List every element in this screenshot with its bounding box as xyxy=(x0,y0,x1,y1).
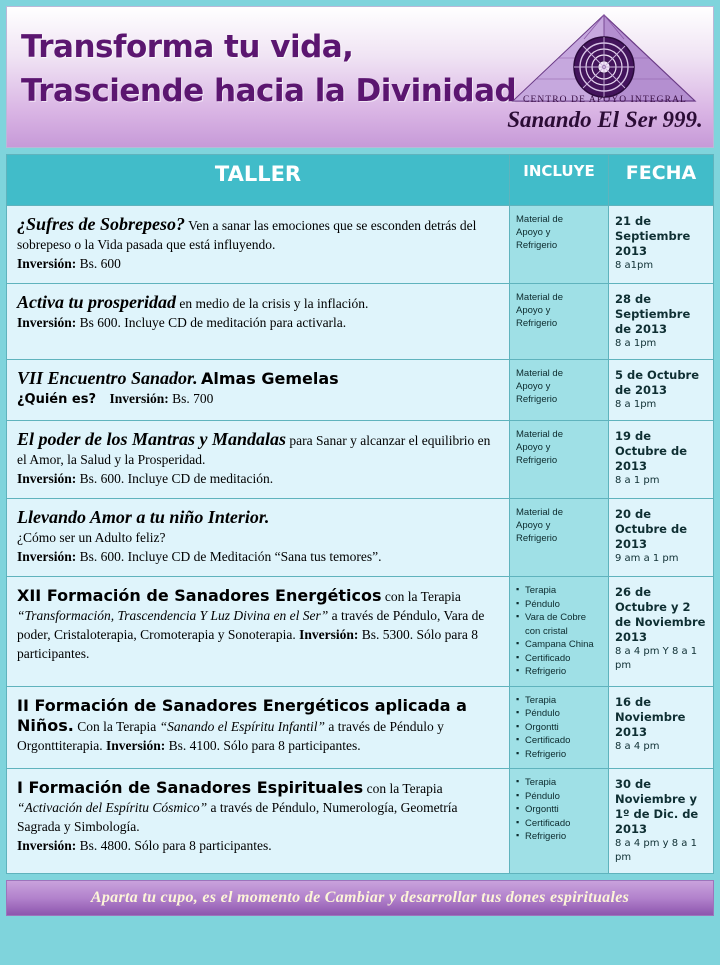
date-value: 16 de Noviembre 2013 xyxy=(615,694,686,739)
time-value: 8 a 4 pm xyxy=(615,740,660,752)
includes-line: Apoyo y xyxy=(516,305,551,316)
table-row xyxy=(7,206,714,284)
workshop-body: con la Terapia xyxy=(366,781,443,796)
workshop-description xyxy=(7,577,510,687)
includes-item: ▪ Certificado xyxy=(516,734,602,748)
includes-item: ▪ Orgontti xyxy=(516,803,602,817)
workshop-includes xyxy=(510,686,609,769)
price-value: Bs. 600. Incluye CD de Meditación “Sana tus temores”. xyxy=(79,549,382,564)
workshop-description xyxy=(7,421,510,499)
date-value: 21 de Septiembre 2013 xyxy=(615,214,691,258)
includes-item: ▪ Terapia xyxy=(516,776,602,790)
table-row xyxy=(7,686,714,769)
workshop-title: Llevando Amor a tu niño Interior. xyxy=(17,507,270,527)
price-label: Inversión: xyxy=(109,391,169,406)
workshop-includes xyxy=(510,769,609,874)
date-value: 26 de Octubre y 2 de Noviembre 2013 xyxy=(615,585,706,644)
includes-line: Material de xyxy=(516,214,563,225)
includes-line: Apoyo y xyxy=(516,227,551,238)
includes-item: ▪ Terapia xyxy=(516,694,602,708)
workshop-title: ¿Sufres de Sobrepeso? xyxy=(17,214,186,234)
workshop-description xyxy=(7,769,510,874)
workshop-title: II Formación de Sanadores Energéticos aplicada a Niños. xyxy=(17,695,467,735)
poster-footer xyxy=(6,880,714,916)
workshop-title: VII Encuentro Sanador. xyxy=(17,368,198,388)
includes-line: Apoyo y xyxy=(516,381,551,392)
date-value: 5 de Octubre de 2013 xyxy=(615,368,700,397)
column-header-taller: TALLER xyxy=(7,155,510,206)
workshop-body: Con la Terapia xyxy=(77,718,157,734)
includes-item: ▪ Refrigerio xyxy=(516,748,602,762)
includes-item: ▪ Refrigerio xyxy=(516,830,602,844)
date-value: 19 de Octubre de 2013 xyxy=(615,429,688,473)
logo-main-text: Sanando El Ser 999. xyxy=(507,107,703,132)
workshop-description xyxy=(7,284,510,360)
price-value: Bs. 4800. Sólo para 8 participantes. xyxy=(79,838,272,853)
workshop-date xyxy=(609,284,714,360)
includes-line: Material de xyxy=(516,429,563,440)
workshop-date xyxy=(609,499,714,577)
price-label: Inversión: xyxy=(17,471,77,486)
workshop-subtitle: Almas Gemelas xyxy=(200,369,339,388)
column-header-fecha: FECHA xyxy=(609,155,714,206)
workshop-date xyxy=(609,206,714,284)
workshop-body: para Sanar y alcanzar el equilibrio en el Amor, la Salud y la Prosperidad. xyxy=(17,433,491,467)
price-label: Inversión: xyxy=(299,627,359,642)
workshop-date xyxy=(609,577,714,687)
includes-list xyxy=(516,776,602,844)
table-row xyxy=(7,769,714,874)
price-label: Inversión: xyxy=(17,256,77,271)
includes-item: ▪ Certificado xyxy=(516,817,602,831)
table-header-row xyxy=(7,155,714,206)
includes-item: ▪ Péndulo xyxy=(516,598,602,612)
workshop-description xyxy=(7,686,510,769)
workshop-includes xyxy=(510,499,609,577)
table-row xyxy=(7,284,714,360)
date-value: 20 de Octubre de 2013 xyxy=(615,507,688,551)
date-value: 30 de Noviembre y 1º de Dic. de 2013 xyxy=(615,777,699,836)
time-value: 8 a 4 pm Y 8 a 1 pm xyxy=(615,646,698,671)
includes-item: ▪ Campana China xyxy=(516,638,602,652)
time-value: 8 a 1 pm xyxy=(615,475,660,486)
workshop-includes xyxy=(510,421,609,499)
workshop-body-2: a través de Péndulo, Numerología, Geometría Sagrada y Simbología. xyxy=(17,800,458,834)
price-value: Bs. 4100. Sólo para 8 participantes. xyxy=(168,737,361,753)
table-row xyxy=(7,499,714,577)
time-value: 8 a1pm xyxy=(615,260,654,271)
includes-item: ▪ Refrigerio xyxy=(516,665,602,679)
price-label: Inversión: xyxy=(17,838,77,853)
price-value: Bs. 600 xyxy=(79,256,121,271)
includes-item: ▪ Orgontti xyxy=(516,721,602,735)
workshop-description xyxy=(7,499,510,577)
includes-line: Apoyo y xyxy=(516,442,551,453)
workshop-title: El poder de los Mantras y Mandalas xyxy=(17,429,287,449)
price-label: Inversión: xyxy=(17,549,77,564)
footer-call-to-action: Aparta tu cupo, es el momento de Cambiar y desarrollar tus dones espirituales xyxy=(90,889,630,906)
date-value: 28 de Septiembre de 2013 xyxy=(615,292,691,336)
includes-line: Material de xyxy=(516,507,563,518)
includes-item: ▪ Vara de Cobre con cristal xyxy=(516,611,602,638)
time-value: 8 a 1pm xyxy=(615,399,657,410)
price-label: Inversión: xyxy=(105,737,166,753)
includes-line: Refrigerio xyxy=(516,533,558,544)
includes-list xyxy=(516,694,602,762)
workshop-body-2: a través de Péndulo, Vara de poder, Cristaloterapia, Cromoterapia y Sonoterapia. xyxy=(17,608,485,642)
workshop-includes xyxy=(510,577,609,687)
workshop-date xyxy=(609,686,714,769)
workshop-body: en medio de la crisis y la inflación. xyxy=(179,296,369,311)
time-value: 9 am a 1 pm xyxy=(615,553,679,564)
workshop-script-title: “Transformación, Trascendencia Y Luz Divina en el Ser” xyxy=(17,608,329,623)
workshop-description xyxy=(7,206,510,284)
workshop-title: XII Formación de Sanadores Energéticos xyxy=(17,586,382,605)
workshop-schedule-table xyxy=(6,154,714,874)
workshop-title: Activa tu prosperidad xyxy=(17,292,177,312)
workshop-includes xyxy=(510,206,609,284)
workshop-description xyxy=(7,360,510,421)
includes-item: ▪ Terapia xyxy=(516,584,602,598)
includes-line: Refrigerio xyxy=(516,318,558,329)
workshop-body-2: a través de Péndulo y Orgonttiterapia. xyxy=(17,718,444,753)
table-row xyxy=(7,421,714,499)
logo xyxy=(499,9,709,145)
workshop-includes xyxy=(510,360,609,421)
column-header-incluye: INCLUYE xyxy=(510,155,609,206)
page-title xyxy=(21,25,521,113)
includes-line: Refrigerio xyxy=(516,394,558,405)
poster-header xyxy=(6,6,714,148)
workshop-date xyxy=(609,769,714,874)
workshop-title: I Formación de Sanadores Espirituales xyxy=(17,778,364,797)
includes-line: Material de xyxy=(516,292,563,303)
includes-line: Material de xyxy=(516,368,563,379)
workshop-question: ¿Quién es? xyxy=(17,392,96,407)
logo-top-text: CENTRO DE APOYO INTEGRAL xyxy=(523,95,687,105)
price-value: Bs 600. Incluye CD de meditación para activarla. xyxy=(79,315,347,330)
workshop-body: con la Terapia xyxy=(384,589,461,604)
includes-item: ▪ Certificado xyxy=(516,652,602,666)
time-value: 8 a 1pm xyxy=(615,338,657,349)
includes-line: Refrigerio xyxy=(516,455,558,466)
includes-item: ▪ Péndulo xyxy=(516,790,602,804)
includes-line: Refrigerio xyxy=(516,240,558,251)
workshop-includes xyxy=(510,284,609,360)
includes-item: ▪ Péndulo xyxy=(516,707,602,721)
table-row xyxy=(7,577,714,687)
workshop-date xyxy=(609,421,714,499)
title-line-2: Trasciende hacia la Divinidad xyxy=(21,73,517,109)
workshop-body: Ven a sanar las emociones que se esconden detrás del sobrepeso o la Vida pasada que está influyendo. xyxy=(17,218,477,252)
workshop-script-title: “Sanando el Espíritu Infantil” xyxy=(159,718,326,734)
workshop-question: ¿Cómo ser un Adulto feliz? xyxy=(17,530,166,545)
title-line-1: Transforma tu vida, xyxy=(21,29,354,65)
price-label: Inversión: xyxy=(17,315,77,330)
includes-line: Apoyo y xyxy=(516,520,551,531)
workshop-script-title: “Activación del Espíritu Cósmico” xyxy=(17,800,208,815)
time-value: 8 a 4 pm y 8 a 1 pm xyxy=(615,838,697,863)
price-value: Bs. 700 xyxy=(172,391,214,406)
price-value: Bs. 5300. Sólo para 8 participantes. xyxy=(17,627,479,661)
workshop-date xyxy=(609,360,714,421)
table-row xyxy=(7,360,714,421)
price-value: Bs. 600. Incluye CD de meditación. xyxy=(79,471,274,486)
includes-list xyxy=(516,584,602,679)
